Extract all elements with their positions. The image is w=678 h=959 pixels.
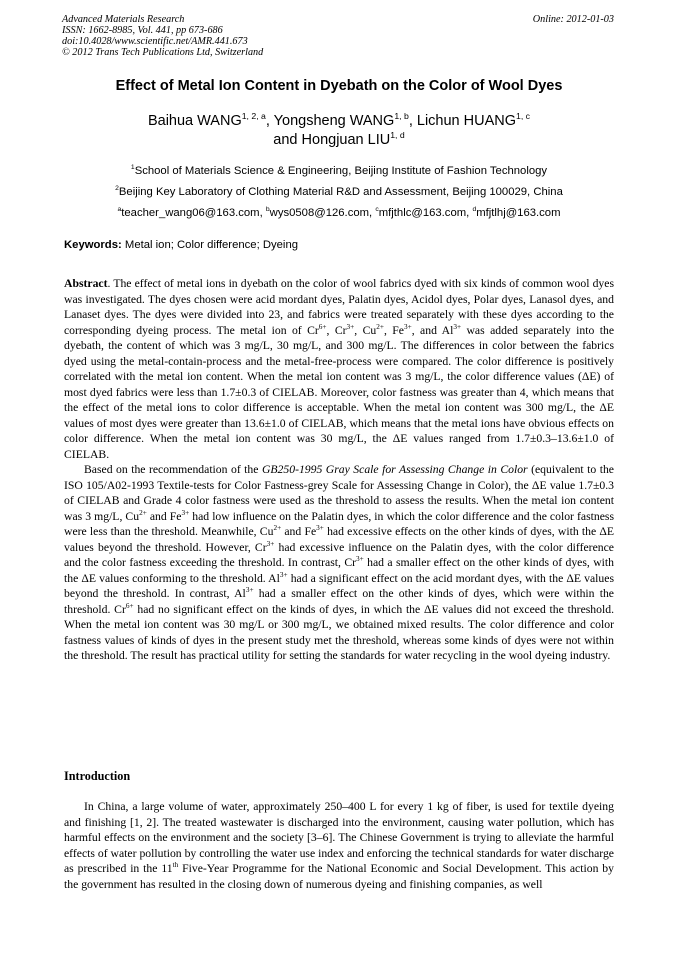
- text-run: Five-Year Programme for the National Economic and Social Development. This action by the government has resulted in the closing down of numerous dyeing and finishing companies, as well: [64, 862, 614, 891]
- author-sup: 1, d: [390, 130, 405, 141]
- standard-title: GB250-1995 Gray Scale for Assessing Change in Color: [261, 463, 528, 476]
- email-sup: d: [472, 206, 477, 214]
- author-name: Lichun HUANG: [416, 113, 516, 129]
- text-run: had excessive influence on the Palatin dyes, with the color difference and the color fastness exceeding the threshold. In contrast, Cr: [64, 540, 614, 569]
- text-run: . The effect of metal ions in dyebath on the color of wool fabrics dyed with six kinds of common wool dyes was investigated. The dyes chosen were acid mordant dyes, Palatin dyes, Acidol dyes, Polar dyes, Lanasol dyes, and Lanaset dyes. The dyes were divided into 23, and fabrics were treated separately with these dyes according to the corresponding dyeing process. The metal ion of Cr: [64, 277, 614, 337]
- abstract: [64, 276, 614, 664]
- author-conjunction: and: [273, 132, 298, 148]
- text-run: , and Al: [411, 323, 454, 337]
- text-run: , Cu: [354, 323, 377, 337]
- text-run: had a significant effect on the acid mordant dyes, with the ΔE values beyond the threshold. In contrast, Al: [64, 571, 614, 600]
- journal-meta: [62, 14, 263, 58]
- text-run: and Fe: [146, 509, 182, 523]
- keywords: [64, 238, 298, 252]
- ion-charge: 3+: [346, 322, 355, 331]
- ion-charge: 3+: [316, 524, 324, 533]
- author-sup: 1, c: [516, 111, 531, 122]
- copyright: © 2012 Trans Tech Publications Ltd, Switzerland: [62, 47, 264, 58]
- text-run: had a smaller effect on the other kinds of dyes, which were within the threshold. Cr: [64, 587, 614, 616]
- email-address[interactable]: mfjthlc@163.com: [378, 207, 467, 219]
- text-run: had a smaller effect on the other kinds of dyes, with the ΔE values conforming to the threshold. Al: [64, 556, 614, 585]
- abstract-paragraph-1: [64, 276, 614, 462]
- email-address[interactable]: mfjtlhj@163.com: [476, 207, 561, 219]
- ion-charge: 3+: [453, 322, 462, 331]
- keywords-label: Keywords:: [64, 239, 122, 251]
- text-run: had no significant effect on the kinds of dyes, in which the ΔE values did not exceed the threshold. When the metal ion content was 30 mg/L or 300 mg/L, we obtained mixed results. The color difference and color fastness values of kinds of dyes in the present study met the threshold, whereas some kinds of dyes were not within the threshold. The result has practical utility for setting the standards for water recycling in the wool dyeing industry.: [64, 602, 615, 662]
- text-run: had low influence on the Palatin dyes, in which the color difference and the color fastness were less than the threshold. Meanwhile, Cu: [64, 509, 615, 538]
- ion-charge: 3+: [266, 539, 275, 548]
- issn: ISSN: 1662-8985, Vol. 441, pp 673-686: [62, 25, 223, 36]
- ion-charge: 3+: [403, 322, 412, 331]
- affiliation-sup: 1: [130, 164, 135, 172]
- paper-title: Effect of Metal Ion Content in Dyebath on the Color of Wool Dyes: [115, 78, 563, 94]
- email-address[interactable]: teacher_wang06@163.com: [121, 207, 260, 219]
- author-emails: $^a$teacher_wang06@163.com, $^b$wys0508@126.com, $^c$mfjthlc@163.com, $^d$mfjtlhj@163.com: [117, 206, 561, 219]
- email-address[interactable]: wys0508@126.com: [269, 207, 370, 219]
- online-date: Online: 2012-01-03: [532, 14, 614, 25]
- text-run: , Fe: [383, 323, 404, 337]
- affiliation-text: Beijing Key Laboratory of Clothing Material R&D and Assessment, Beijing 100029, China: [118, 186, 563, 198]
- ion-charge: 3+: [279, 570, 288, 579]
- ion-charge: 3+: [181, 508, 190, 517]
- ion-charge: 6+: [125, 601, 134, 610]
- email-sup: a: [117, 206, 122, 214]
- ion-charge: 2+: [139, 508, 147, 517]
- author-sup: 1, 2, a: [241, 111, 266, 122]
- affiliation-2: [0, 185, 678, 199]
- abstract-label: Abstract: [64, 277, 108, 290]
- affiliation-sup: 2: [115, 185, 119, 193]
- text-run: Based on the recommendation of the: [84, 463, 262, 476]
- author-name: Hongjuan LIU: [301, 132, 391, 148]
- journal-name: Advanced Materials Research: [62, 14, 185, 25]
- doi: doi:10.4028/www.scientific.net/AMR.441.673: [62, 36, 248, 47]
- affiliation-1: [0, 164, 678, 178]
- ion-charge: 3+: [356, 555, 364, 564]
- author-sup: 1, b: [394, 111, 409, 122]
- email-sup: b: [265, 206, 270, 214]
- ion-charge: 6+: [318, 322, 327, 331]
- keywords-text: Metal ion; Color difference; Dyeing: [124, 239, 299, 251]
- abstract-paragraph-2: [64, 462, 614, 664]
- text-run: and Fe: [281, 525, 317, 538]
- author-name: Yongsheng WANG: [273, 113, 395, 129]
- affiliation-text: School of Materials Science & Engineering, Beijing Institute of Fashion Technology: [134, 165, 548, 177]
- author-name: Baihua WANG: [147, 113, 242, 129]
- ion-charge: 2+: [273, 524, 282, 533]
- email-sup: c: [375, 206, 379, 214]
- text-run: (equivalent to the ISO 105/A02-1993 Textile-tests for Color Fastness-grey Scale for Assessing Change in Color), the ΔE value 1.7±0.3 of CIELAB and Grade 4 color fastness were used as the threshold to assess the results. When the metal ion content was 3 mg/L, Cu: [64, 463, 614, 523]
- introduction: [64, 799, 614, 892]
- text-run: had excessive effects on the other kinds of dyes, with the ΔE values beyond the threshold. However, Cr: [64, 525, 615, 554]
- author-list: Baihua WANG$^{1, 2, a}$, Yongsheng WANG$^{1, b}$, Lichun HUANG$^{1, c}$ and Hongjuan LIU$^{1, d}$: [147, 111, 531, 148]
- introduction-heading: Introduction: [64, 769, 131, 783]
- ordinal-sup: th: [172, 861, 179, 870]
- text-run: In China, a large volume of water, approximately 250–400 L for every 1 kg of fiber, is used for textile dyeing and finishing [1, 2]. The treated wastewater is discharged into the environment, causing water pollution, which has harmful effects on the environment and the society [3–6]. The Chinese Government is trying to alleviate the harmful effects of water pollution by controlling the water use index and enforcing the technical standards for water discharge as prescribed in the 11: [64, 800, 614, 875]
- introduction-paragraph-1: [64, 799, 614, 892]
- text-run: , Cr: [326, 323, 347, 337]
- ion-charge: 2+: [376, 322, 384, 331]
- text-run: was added separately into the dyebath, the content of which was 3 mg/L, 30 mg/L, and 300 mg/L. The differences in color between the fabrics dyed using the metal-contain-process and the metal-free-process were compared. The color difference is positively correlated with the metal ion content. When the metal ion content was 3 mg/L, the color difference values (ΔE) of most dyed fabrics were less than 1.7±0.3 of CIELAB. Moreover, color fastness was greater than 4, which means that the effect of the metal ions to color difference is acceptable. When the metal ion content was 300 mg/L, the ΔE values of most dyes were greater than 13.6±1.0 of CIELAB, which means that the metal ions have obvious effects on color difference. When the metal ion content was 30 mg/L, the ΔE values ranged from 1.7±0.3–13.6±1.0 of CIELAB.: [64, 323, 615, 461]
- ion-charge: 3+: [245, 586, 254, 595]
